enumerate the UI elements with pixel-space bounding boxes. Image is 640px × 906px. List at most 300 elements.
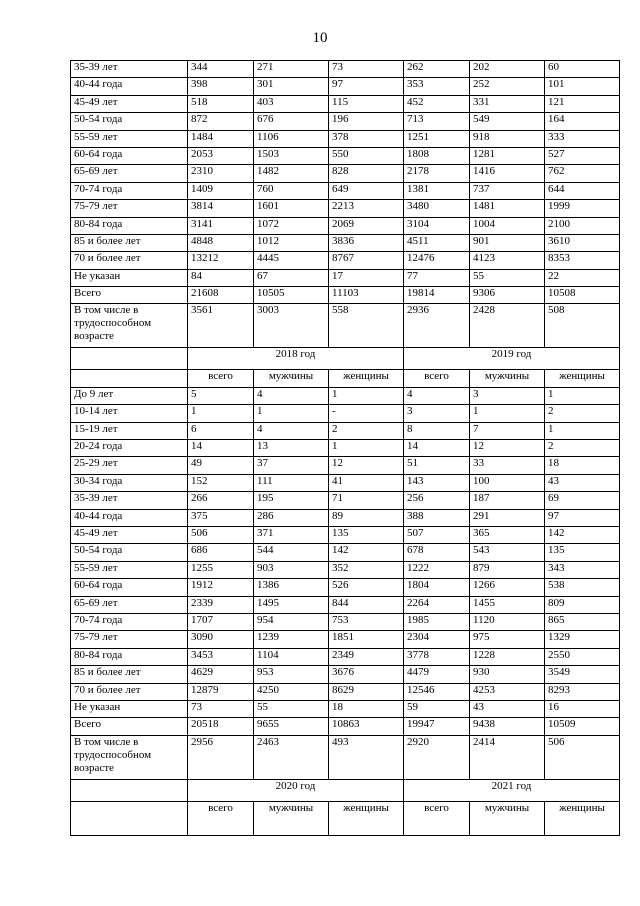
column-header: женщины: [329, 370, 404, 387]
table-cell: 67: [254, 269, 329, 286]
table-cell: 3778: [404, 648, 470, 665]
table-row: [71, 457, 620, 474]
table-cell: 301: [254, 78, 329, 95]
table-cell: 4511: [404, 234, 470, 251]
table-cell: 2178: [404, 165, 470, 182]
table-row: [71, 217, 620, 234]
table-cell: 1455: [470, 596, 545, 613]
table-cell: 1266: [470, 579, 545, 596]
table-row: [71, 387, 620, 404]
table-cell: 1482: [254, 165, 329, 182]
table-cell: 69: [545, 492, 620, 509]
table-cell: 644: [545, 182, 620, 199]
table-cell: 9438: [470, 718, 545, 735]
row-label: 10-14 лет: [71, 405, 188, 422]
table-row: [71, 718, 620, 735]
table-cell: 22: [545, 269, 620, 286]
table-cell: 84: [188, 269, 254, 286]
subheader-row: [71, 801, 620, 835]
table-cell: 331: [470, 95, 545, 112]
table-cell: 71: [329, 492, 404, 509]
year-header: 2021 год: [404, 779, 620, 801]
table-cell: 1120: [470, 613, 545, 630]
table-cell: 3610: [545, 234, 620, 251]
table-cell: 713: [404, 113, 470, 130]
table-cell: 12546: [404, 683, 470, 700]
table-cell: 4: [404, 387, 470, 404]
table-cell: 97: [329, 78, 404, 95]
table-cell: 73: [188, 700, 254, 717]
table-cell: 10509: [545, 718, 620, 735]
table-cell: 33: [470, 457, 545, 474]
row-label: 70 и более лет: [71, 252, 188, 269]
row-label: Не указан: [71, 269, 188, 286]
column-header: мужчины: [470, 370, 545, 387]
column-header: всего: [404, 370, 470, 387]
year-header-row: [71, 348, 620, 370]
row-label: 40-44 года: [71, 509, 188, 526]
table-cell: 49: [188, 457, 254, 474]
table-cell: 388: [404, 509, 470, 526]
table-cell: 1601: [254, 200, 329, 217]
table-cell: 507: [404, 526, 470, 543]
table-cell: 4250: [254, 683, 329, 700]
table-cell: 954: [254, 613, 329, 630]
row-label: 75-79 лет: [71, 200, 188, 217]
row-label: До 9 лет: [71, 387, 188, 404]
table-cell: 527: [545, 147, 620, 164]
table-cell: 3480: [404, 200, 470, 217]
table-cell: 8: [404, 422, 470, 439]
column-header: всего: [404, 801, 470, 835]
table-row: [71, 252, 620, 269]
table-cell: 3549: [545, 666, 620, 683]
table-cell: 1484: [188, 130, 254, 147]
table-cell: 9655: [254, 718, 329, 735]
table-cell: 3: [470, 387, 545, 404]
column-header: всего: [188, 370, 254, 387]
row-label: 60-64 года: [71, 579, 188, 596]
row-label: 35-39 лет: [71, 492, 188, 509]
row-label: 60-64 года: [71, 147, 188, 164]
table-cell: 1: [254, 405, 329, 422]
table-cell: 678: [404, 544, 470, 561]
table-cell: 975: [470, 631, 545, 648]
table-cell: 3814: [188, 200, 254, 217]
table-cell: 543: [470, 544, 545, 561]
table-cell: 903: [254, 561, 329, 578]
empty-header-cell: [71, 779, 188, 801]
table-row: [71, 304, 620, 348]
empty-header-cell: [71, 370, 188, 387]
table-cell: 266: [188, 492, 254, 509]
table-cell: 16: [545, 700, 620, 717]
table-cell: 202: [470, 61, 545, 78]
table-row: [71, 165, 620, 182]
table-cell: -: [329, 405, 404, 422]
row-label: 70-74 года: [71, 613, 188, 630]
table-cell: 1381: [404, 182, 470, 199]
table-cell: 1495: [254, 596, 329, 613]
table-cell: 43: [545, 474, 620, 491]
table-cell: 291: [470, 509, 545, 526]
row-label: 35-39 лет: [71, 61, 188, 78]
table-row: [71, 130, 620, 147]
table-cell: 4123: [470, 252, 545, 269]
table-cell: 1804: [404, 579, 470, 596]
table-cell: 865: [545, 613, 620, 630]
table-cell: 1251: [404, 130, 470, 147]
table-cell: 344: [188, 61, 254, 78]
table-cell: 152: [188, 474, 254, 491]
table-cell: 51: [404, 457, 470, 474]
table-cell: 1222: [404, 561, 470, 578]
table-row: [71, 287, 620, 304]
table-cell: 6: [188, 422, 254, 439]
table-cell: 286: [254, 509, 329, 526]
table-cell: 4: [254, 387, 329, 404]
table-cell: 1999: [545, 200, 620, 217]
table-cell: 353: [404, 78, 470, 95]
table-row: [71, 648, 620, 665]
table-row: [71, 269, 620, 286]
table-cell: 18: [329, 700, 404, 717]
row-label: В том числе в трудоспособном возрасте: [71, 304, 188, 348]
table-cell: 2339: [188, 596, 254, 613]
mortality-table: [70, 60, 620, 836]
table-row: [71, 613, 620, 630]
table-cell: 1: [545, 387, 620, 404]
table-cell: 4445: [254, 252, 329, 269]
table-cell: 164: [545, 113, 620, 130]
table-row: [71, 666, 620, 683]
table-cell: 901: [470, 234, 545, 251]
table-cell: 403: [254, 95, 329, 112]
row-label: 25-29 лет: [71, 457, 188, 474]
table-cell: 8293: [545, 683, 620, 700]
table-cell: 3: [404, 405, 470, 422]
table-cell: 37: [254, 457, 329, 474]
row-label: Всего: [71, 718, 188, 735]
table-cell: 55: [470, 269, 545, 286]
table-cell: 762: [545, 165, 620, 182]
row-label: 70 и более лет: [71, 683, 188, 700]
table-cell: 256: [404, 492, 470, 509]
table-cell: 13212: [188, 252, 254, 269]
table-cell: 5: [188, 387, 254, 404]
table-cell: 2956: [188, 735, 254, 779]
table-cell: 111: [254, 474, 329, 491]
table-cell: 135: [329, 526, 404, 543]
year-header: 2018 год: [188, 348, 404, 370]
table-cell: 142: [545, 526, 620, 543]
table-cell: 10863: [329, 718, 404, 735]
table-cell: 1004: [470, 217, 545, 234]
table-row: [71, 147, 620, 164]
table-row: [71, 631, 620, 648]
table-cell: 872: [188, 113, 254, 130]
table-cell: 1707: [188, 613, 254, 630]
table-cell: 43: [470, 700, 545, 717]
table-cell: 1912: [188, 579, 254, 596]
table-cell: 3561: [188, 304, 254, 348]
table-cell: 2069: [329, 217, 404, 234]
table-cell: 12879: [188, 683, 254, 700]
row-label: 20-24 года: [71, 440, 188, 457]
table-cell: 676: [254, 113, 329, 130]
table-row: [71, 700, 620, 717]
table-cell: 930: [470, 666, 545, 683]
table-cell: 1386: [254, 579, 329, 596]
table-cell: 518: [188, 95, 254, 112]
table-cell: 60: [545, 61, 620, 78]
row-label: 30-34 года: [71, 474, 188, 491]
table-cell: 760: [254, 182, 329, 199]
table-cell: 12476: [404, 252, 470, 269]
table-cell: 14: [404, 440, 470, 457]
table-row: [71, 474, 620, 491]
table-cell: 97: [545, 509, 620, 526]
table-cell: 1481: [470, 200, 545, 217]
table-cell: 365: [470, 526, 545, 543]
column-header: всего: [188, 801, 254, 835]
row-label: 75-79 лет: [71, 631, 188, 648]
empty-header-cell: [71, 348, 188, 370]
table-cell: 7: [470, 422, 545, 439]
table-row: [71, 579, 620, 596]
table-cell: 142: [329, 544, 404, 561]
table-cell: 1012: [254, 234, 329, 251]
row-label: 55-59 лет: [71, 561, 188, 578]
table-cell: 59: [404, 700, 470, 717]
table-cell: 135: [545, 544, 620, 561]
row-label: Не указан: [71, 700, 188, 717]
table-cell: 10508: [545, 287, 620, 304]
row-label: 70-74 года: [71, 182, 188, 199]
column-header: женщины: [545, 801, 620, 835]
table-cell: 918: [470, 130, 545, 147]
table-cell: 686: [188, 544, 254, 561]
table-cell: 828: [329, 165, 404, 182]
row-label: 40-44 года: [71, 78, 188, 95]
table-cell: 1239: [254, 631, 329, 648]
table-cell: 452: [404, 95, 470, 112]
table-cell: 55: [254, 700, 329, 717]
table-cell: 649: [329, 182, 404, 199]
row-label: 65-69 лет: [71, 165, 188, 182]
table-row: [71, 234, 620, 251]
table-cell: 9306: [470, 287, 545, 304]
row-label: 80-84 года: [71, 217, 188, 234]
table-row: [71, 561, 620, 578]
table-cell: 10505: [254, 287, 329, 304]
table-cell: 1985: [404, 613, 470, 630]
table-cell: 1106: [254, 130, 329, 147]
table-row: [71, 200, 620, 217]
row-label: 85 и более лет: [71, 666, 188, 683]
table-cell: 4479: [404, 666, 470, 683]
table-cell: 8353: [545, 252, 620, 269]
row-label: 45-49 лет: [71, 95, 188, 112]
table-cell: 2264: [404, 596, 470, 613]
table-cell: 77: [404, 269, 470, 286]
column-header: мужчины: [470, 801, 545, 835]
table-cell: 844: [329, 596, 404, 613]
subheader-row: [71, 370, 620, 387]
table-cell: 4629: [188, 666, 254, 683]
row-label: 55-59 лет: [71, 130, 188, 147]
table-cell: 2: [545, 440, 620, 457]
table-cell: 558: [329, 304, 404, 348]
table-cell: 378: [329, 130, 404, 147]
table-cell: 4: [254, 422, 329, 439]
table-cell: 1: [329, 440, 404, 457]
year-header-row: [71, 779, 620, 801]
table-cell: 333: [545, 130, 620, 147]
table-cell: 753: [329, 613, 404, 630]
table-cell: 2550: [545, 648, 620, 665]
table-cell: 13: [254, 440, 329, 457]
table-cell: 73: [329, 61, 404, 78]
table-cell: 121: [545, 95, 620, 112]
table-cell: 2310: [188, 165, 254, 182]
table-cell: 2414: [470, 735, 545, 779]
table-cell: 3090: [188, 631, 254, 648]
table-cell: 252: [470, 78, 545, 95]
table-row: [71, 182, 620, 199]
table-cell: 101: [545, 78, 620, 95]
table-cell: 21608: [188, 287, 254, 304]
table-cell: 196: [329, 113, 404, 130]
table-cell: 2428: [470, 304, 545, 348]
table-cell: 8629: [329, 683, 404, 700]
row-label: 65-69 лет: [71, 596, 188, 613]
table-cell: 544: [254, 544, 329, 561]
row-label: В том числе в трудоспособном возрасте: [71, 735, 188, 779]
table-cell: 1281: [470, 147, 545, 164]
table-cell: 1228: [470, 648, 545, 665]
table-cell: 879: [470, 561, 545, 578]
table-cell: 953: [254, 666, 329, 683]
table-cell: 19947: [404, 718, 470, 735]
table-cell: 19814: [404, 287, 470, 304]
table-cell: 2463: [254, 735, 329, 779]
table-cell: 115: [329, 95, 404, 112]
table-row: [71, 78, 620, 95]
table-cell: 1851: [329, 631, 404, 648]
table-cell: 2936: [404, 304, 470, 348]
table-cell: 2920: [404, 735, 470, 779]
table-cell: 1808: [404, 147, 470, 164]
table-cell: 371: [254, 526, 329, 543]
table-row: [71, 405, 620, 422]
table-row: [71, 422, 620, 439]
row-label: 85 и более лет: [71, 234, 188, 251]
table-cell: 398: [188, 78, 254, 95]
table-cell: 187: [470, 492, 545, 509]
table-cell: 41: [329, 474, 404, 491]
table-cell: 550: [329, 147, 404, 164]
page-number: 10: [312, 30, 328, 46]
table-cell: 14: [188, 440, 254, 457]
table-cell: 4848: [188, 234, 254, 251]
year-header: 2020 год: [188, 779, 404, 801]
row-label: 50-54 года: [71, 113, 188, 130]
table-cell: 1416: [470, 165, 545, 182]
table-row: [71, 544, 620, 561]
table-cell: 2304: [404, 631, 470, 648]
column-header: мужчины: [254, 801, 329, 835]
table-cell: 493: [329, 735, 404, 779]
table-cell: 3003: [254, 304, 329, 348]
table-row: [71, 113, 620, 130]
table-cell: 2100: [545, 217, 620, 234]
table-row: [71, 596, 620, 613]
table-cell: 143: [404, 474, 470, 491]
table-cell: 1072: [254, 217, 329, 234]
table-cell: 737: [470, 182, 545, 199]
table-row: [71, 509, 620, 526]
table-cell: 262: [404, 61, 470, 78]
column-header: мужчины: [254, 370, 329, 387]
table-cell: 526: [329, 579, 404, 596]
table-cell: 100: [470, 474, 545, 491]
table-cell: 506: [545, 735, 620, 779]
table-cell: 506: [188, 526, 254, 543]
table-row: [71, 735, 620, 779]
table-cell: 11103: [329, 287, 404, 304]
table-cell: 12: [470, 440, 545, 457]
table-row: [71, 440, 620, 457]
table-row: [71, 95, 620, 112]
column-header: женщины: [545, 370, 620, 387]
table-cell: 3676: [329, 666, 404, 683]
table-row: [71, 492, 620, 509]
table-cell: 2053: [188, 147, 254, 164]
table-cell: 1: [329, 387, 404, 404]
table-cell: 2349: [329, 648, 404, 665]
table-cell: 343: [545, 561, 620, 578]
table-cell: 3453: [188, 648, 254, 665]
table-cell: 1503: [254, 147, 329, 164]
table-row: [71, 61, 620, 78]
row-label: 15-19 лет: [71, 422, 188, 439]
table-cell: 3141: [188, 217, 254, 234]
year-header: 2019 год: [404, 348, 620, 370]
table-row: [71, 526, 620, 543]
table-cell: 1329: [545, 631, 620, 648]
table-cell: 1255: [188, 561, 254, 578]
table-cell: 1409: [188, 182, 254, 199]
table-cell: 20518: [188, 718, 254, 735]
table-cell: 809: [545, 596, 620, 613]
table-cell: 538: [545, 579, 620, 596]
table-cell: 549: [470, 113, 545, 130]
row-label: 45-49 лет: [71, 526, 188, 543]
row-label: 80-84 года: [71, 648, 188, 665]
table-cell: 3104: [404, 217, 470, 234]
table-cell: 89: [329, 509, 404, 526]
table-cell: 271: [254, 61, 329, 78]
table-cell: 17: [329, 269, 404, 286]
row-label: Всего: [71, 287, 188, 304]
table-cell: 2: [329, 422, 404, 439]
table-cell: 195: [254, 492, 329, 509]
table-cell: 2: [545, 405, 620, 422]
table-cell: 1104: [254, 648, 329, 665]
row-label: 50-54 года: [71, 544, 188, 561]
table-cell: 12: [329, 457, 404, 474]
